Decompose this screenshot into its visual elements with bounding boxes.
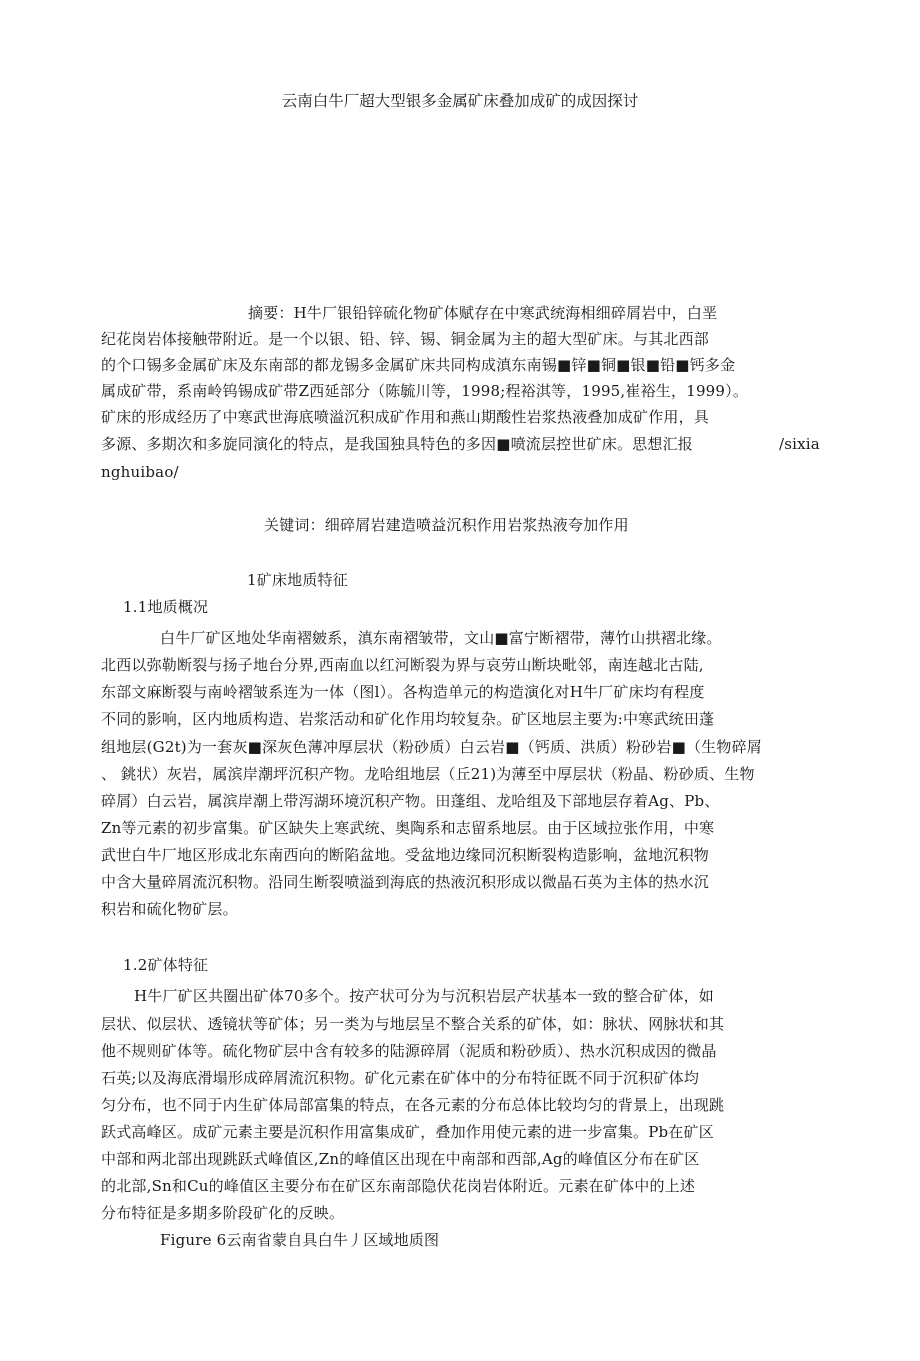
para-1-1-line-5: 组地层(G2t)为一套灰■深灰色薄冲厚层状（粉砂质）白云岩■（钙质、洪质）粉砂岩■（生物碎屑 [101,738,762,756]
para-1-1-line-4: 不同的影响，区内地质构造、岩浆活动和矿化作用均较复杂。矿区地层主要为:中寒武统田蓬 [101,710,715,728]
para-1-2-line-2: 层状、似层状、透镜状等矿体；另一类为与地层呈不整合关系的矿体，如：脉状、网脉状和其 [101,1015,725,1033]
para-1-2-line-6: 跃式高峰区。成矿元素主要是沉积作用富集成矿，叠加作用使元素的进一步富集。Pb在矿区 [101,1123,714,1141]
subsection-heading-1-1: 1.1地质概况 [123,598,209,616]
abstract-line-1: 摘要：H牛厂银铅锌硫化物矿体赋存在中寒武统海相细碎屑岩中，白垩 [248,304,718,322]
para-1-2-line-9: 分布特征是多期多阶段矿化的反映。 [101,1204,345,1222]
abstract-line-2: 纪花岗岩体接触带附近。是一个以银、铅、锌、锡、铜金属为主的超大型矿床。与其北西部 [101,330,710,348]
para-1-2-line-4: 石英;以及海底滑塌形成碎屑流沉积物。矿化元素在矿体中的分布特征既不同于沉积矿体均 [101,1069,700,1087]
para-1-2-line-8: 的北部,Sn和Cu的峰值区主要分布在矿区东南部隐伏花岗岩体附近。元素在矿体中的上述 [101,1177,696,1195]
para-1-2-line-3: 他不规则矿体等。硫化物矿层中含有较多的陆源碎屑（泥质和粉砂质）、热水沉积成因的微晶 [101,1042,717,1060]
para-1-1-line-1: 白牛厂矿区地处华南褶皴系，滇东南褶皱带，文山■富宁断褶带，薄竹山拱褶北缘。 [160,629,722,647]
abstract-link-part2[interactable]: nghuibao/ [101,463,179,481]
subsection-heading-1-2: 1.2矿体特征 [123,956,209,974]
abstract-link-part1[interactable]: /sixia [779,435,820,453]
para-1-1-line-6: 、 銚状）灰岩，属滨岸潮坪沉积产物。龙哈组地层（丘21)为薄至中厚层状（粉晶、粉砂质、生物 [101,765,755,783]
para-1-1-line-11: 积岩和硫化物矿层。 [101,900,238,918]
figure-caption: Figure 6云南省蒙自具白牛丿区域地质图 [160,1231,440,1249]
document-title: 云南白牛厂超大型银多金属矿床叠加成矿的成因探讨 [281,92,639,110]
keywords: 关键词：细碎屑岩建造喷益沉积作用岩浆热液夸加作用 [264,516,629,534]
para-1-1-line-9: 武世白牛厂地区形成北东南西向的断陷盆地。受盆地边缘同沉积断裂构造影响，盆地沉积物 [101,846,710,864]
para-1-1-line-10: 中含大量碎屑流沉积物。沿同生断裂喷溢到海底的热液沉积形成以微晶石英为主体的热水沉 [101,873,710,891]
section-heading-1: 1矿床地质特征 [247,571,348,589]
abstract-line-6: 多源、多期次和多旋同演化的特点，是我国独具特色的多因■喷流层控世矿床。思想汇报 [101,435,693,453]
para-1-1-line-3: 东部文麻断裂与南岭褶皱系连为一体（图l）。各构造单元的构造演化对H牛厂矿床均有程度 [101,683,705,701]
para-1-1-line-2: 北西以弥勒断裂与扬子地台分界,西南血以红河断裂为界与哀劳山断块毗邻，南连越北古陆, [101,656,704,674]
para-1-2-line-7: 中部和两北部出现跳跃式峰值区,Zn的峰值区出现在中南部和西部,Ag的峰值区分布在矿区 [101,1150,700,1168]
para-1-1-line-7: 碎屑）白云岩，属滨岸潮上带泻湖环境沉积产物。田蓬组、龙哈组及下部地层存着Ag、Pb、 [101,792,720,810]
abstract-line-4: 属成矿带，系南岭钨锡成矿带Z西延部分（陈毓川等，1998;程裕淇等，1995,崔裕生，1999）。 [101,382,749,400]
abstract-line-5: 矿床的形成经历了中寒武世海底喷溢沉积成矿作用和燕山期酸性岩浆热液叠加成矿作用，具 [101,408,710,426]
para-1-2-line-1: H牛厂矿区共圈出矿体70多个。按产状可分为与沉积岩层产状基本一致的整合矿体，如 [134,987,714,1005]
abstract-line-3: 的个口锡多金属矿床及东南部的都龙锡多金属矿床共同构成滇东南锡■锌■铜■银■铅■钙多金 [101,356,736,374]
para-1-2-line-5: 匀分布，也不同于内生矿体局部富集的特点，在各元素的分布总体比较均匀的背景上，出现跳 [101,1096,725,1114]
para-1-1-line-8: Zn等元素的初步富集。矿区缺失上寒武统、奥陶系和志留系地层。由于区域拉张作用，中寒 [101,819,715,837]
